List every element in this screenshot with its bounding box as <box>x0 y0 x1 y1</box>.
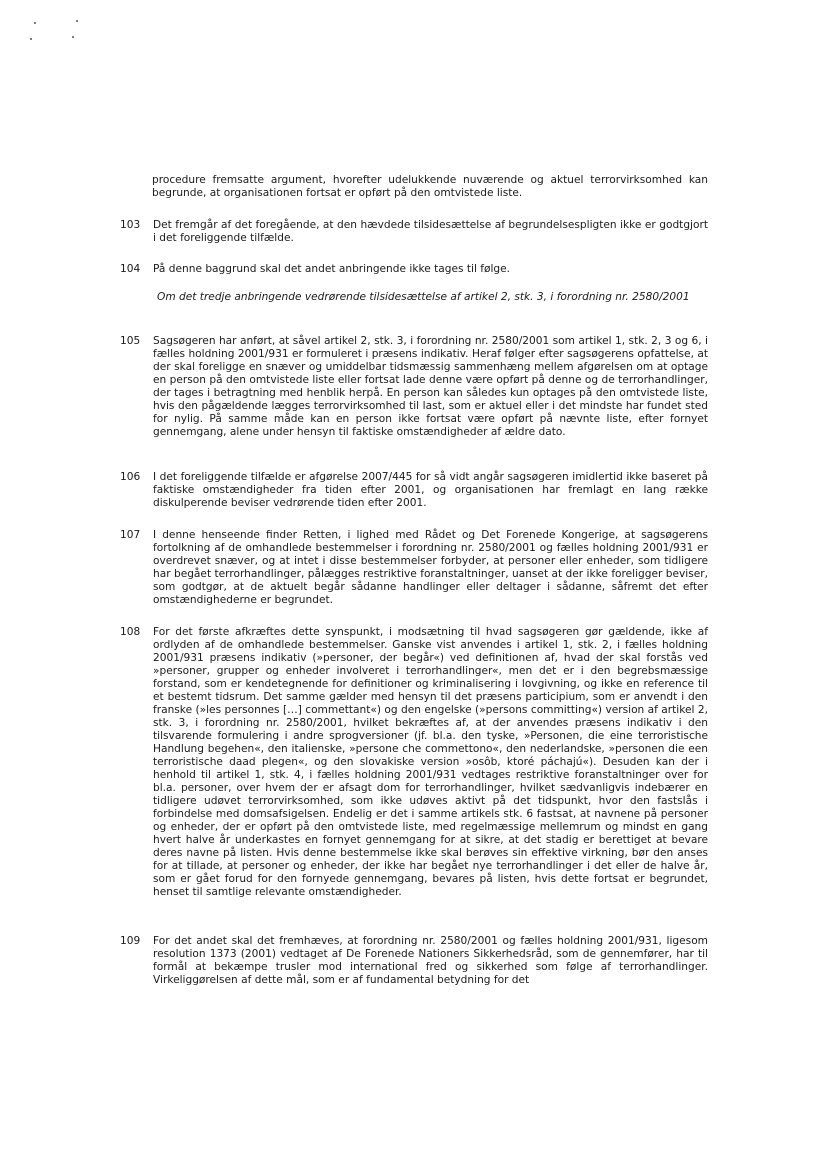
paragraph-number: 108 <box>120 626 141 638</box>
paragraph-number: 103 <box>120 219 141 231</box>
scan-speck <box>30 38 32 40</box>
paragraph-106 <box>120 471 708 510</box>
paragraph-text: Sagsøgeren har anført, at såvel artikel 2, stk. 3, i forordning nr. 2580/2001 som artikel 1, stk. 2, 3 og 6, i fælles holdning 2001/931 er formuleret i præsens indikativ. Heraf følger efter sagsøgerens opfattelse, at der skal foreligge en snæver og umiddelbar tidsmæssig sammenhæng mellem afgørelsen om at optage en person på den omtvistede liste eller fortsat lade denne være opført på denne og de terrorhandlinger, der tages i betragtning med henblik herpå. En person kan således kun optages på den omtvistede liste, hvis den pågældende lægges terrorvirksomhed til last, som er aktuel eller i det mindste har fundet sted for nylig. På samme måde kan en person ikke fortsat være opført på nævnte liste, efter fornyet gennemgang, alene under hensyn til faktiske omstændigheder af ældre dato. <box>153 335 708 438</box>
continuation-text: procedure fremsatte argument, hvorefter udelukkende nuværende og aktuel terrorvirksomhed kan begrunde, at organisationen fortsat er opført på den omtvistede liste. <box>152 174 708 199</box>
paragraph-number: 106 <box>120 471 141 483</box>
scan-speck <box>34 22 36 24</box>
paragraph-107 <box>120 529 708 607</box>
scan-speck <box>72 36 74 38</box>
scan-speck <box>76 20 78 22</box>
paragraph-number: 105 <box>120 335 141 347</box>
paragraph-text: For det første afkræftes dette synspunkt, i modsætning til hvad sagsøgeren gør gældende, ikke af ordlyden af de omhandlede bestemmelser. Ganske vist anvendes i artikel 1, stk. 2, i fælles holdning 2001/931 præsens indikativ (»personer, der begår«) ved definitionen af, hvad der skal forstås ved »personer, grupper og enheder involveret i terrorhandlinger«, men det er i den begrebsmæssige forstand, som er kendetegnende for definitioner og kriminalisering i lovgivning, og ikke en reference til et bestemt tidsrum. Det samme gælder med hensyn til det præsens participium, som er anvendt i den franske (»les personnes […] commettant«) og den engelske (»persons committing«) version af artikel 2, stk. 3, i forordning nr. 2580/2001, hvilket bekræftes af, at der anvendes præsens indikativ i den tilsvarende formulering i andre sprogversioner (jf. bl.a. den tyske, »Personen, die eine terroristische Handlung begehen«, den italienske, »persone che commettono«, den nederlandske, »personen die een terroristische daad plegen«, og den slovakiske version »osôb, ktoré páchajú«). Desuden kan der i henhold til artikel 1, stk. 4, i fælles holdning 2001/931 vedtages restriktive foranstaltninger over for bl.a. personer, over hvem der er afsagt dom for terrorhandlinger, hvilket sædvanligvis indebærer en tidligere udøvet terrorvirksomhed, som ikke udøves aktivt på det tidspunkt, hvor den fastslås i forbindelse med domsafsigelsen. Endelig er det i samme artikels stk. 6 fastsat, at navnene på personer og enheder, der er opført på den omtvistede liste, med regelmæssige mellemrum og mindst en gang hvert halve år underkastes en fornyet gennemgang for at sikre, at det stadig er berettiget at bevare deres navne på listen. Hvis denne bestemmelse ikke skal berøves sin effektive virkning, bør den anses for at tillade, at personer og enheder, der ikke har begået nye terrorhandlinger i det eller de halve år, som er gået forud for den fornyede gennemgang, bevares på listen, hvis dette fortsat er begrundet, henset til samtlige relevante omstændigheder. <box>153 626 708 898</box>
paragraph-103 <box>120 219 708 245</box>
paragraph-105 <box>120 335 708 439</box>
paragraph-text: Det fremgår af det foregående, at den hævdede tilsidesættelse af begrundelsespligten ikke er godtgjort i det foreliggende tilfælde. <box>153 219 708 244</box>
scan-specks <box>28 18 88 48</box>
section-heading: Om det tredje anbringende vedrørende tilsidesættelse af artikel 2, stk. 3, i forordning nr. 2580/2001 <box>157 291 690 303</box>
paragraph-text: I det foreliggende tilfælde er afgørelse 2007/445 for så vidt angår sagsøgeren imidlertid ikke baseret på faktiske omstændigheder fra tiden efter 2001, og organisationen har fremlagt en lang række diskulperende beviser vedrørende tiden efter 2001. <box>153 471 708 509</box>
paragraph-109 <box>120 935 708 987</box>
paragraph-number: 107 <box>120 529 141 541</box>
paragraph-text: På denne baggrund skal det andet anbringende ikke tages til følge. <box>153 263 511 275</box>
paragraph-104 <box>120 263 708 276</box>
paragraph-number: 109 <box>120 935 141 947</box>
paragraph-text: For det andet skal det fremhæves, at forordning nr. 2580/2001 og fælles holdning 2001/931, ligesom resolution 1373 (2001) vedtaget af De Forenede Nationers Sikkerhedsråd, som de gennemfører, har til formål at bekæmpe trusler mod international fred og sikkerhed som følge af terrorhandlinger. Virkeliggørelsen af dette mål, som er af fundamental betydning for det <box>153 935 708 986</box>
paragraph-number: 104 <box>120 263 141 275</box>
paragraph-text: I denne henseende finder Retten, i lighed med Rådet og Det Forenede Kongerige, at sagsøgerens fortolkning af de omhandlede bestemmelser i forordning nr. 2580/2001 og fælles holdning 2001/931 er overdrevet snæver, og at intet i disse bestemmelser forbyder, at personer eller enheder, som tidligere har begået terrorhandlinger, pålægges restriktive foranstaltninger, uanset at der ikke foreligger beviser, som godtgør, at de aktuelt begår sådanne handlinger eller deltager i sådanne, såfremt det efter omstændighederne er begrundet. <box>153 529 708 606</box>
paragraph-108 <box>120 626 708 899</box>
